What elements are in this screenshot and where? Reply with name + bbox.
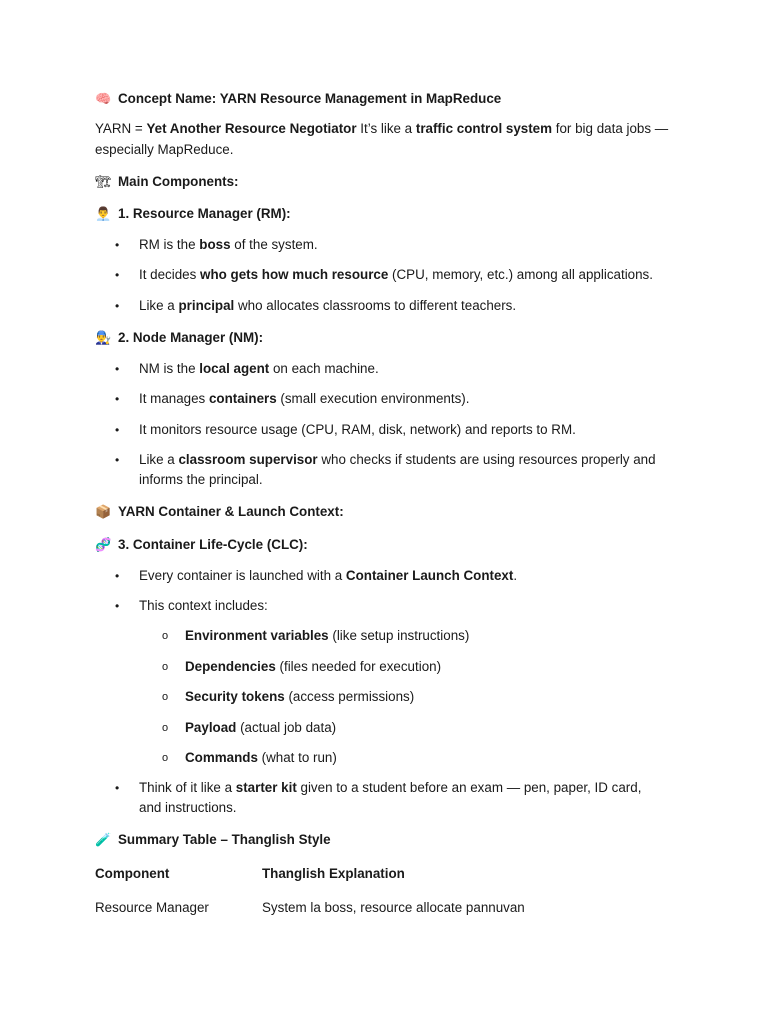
container-heading-text: YARN Container & Launch Context:: [118, 504, 344, 519]
nm-bullet-1: NM is the local agent on each machine.: [139, 361, 379, 376]
clc-bullet-1: Every container is launched with a Container Launch Context.: [139, 568, 518, 583]
construction-icon: 🏗: [95, 175, 112, 190]
clc-heading: [95, 535, 308, 556]
clc-heading-text: 3. Container Life-Cycle (CLC):: [118, 537, 308, 552]
bullet-dot: •: [115, 238, 120, 252]
summary-heading: [95, 830, 331, 851]
clc-sub-item: Payload (actual job data): [185, 720, 337, 735]
table-cell: Resource Manager: [95, 900, 209, 915]
bullet-dot: •: [115, 781, 120, 795]
rm-bullet-1: RM is the boss of the system.: [139, 237, 318, 252]
sub-bullet-dot: o: [162, 661, 169, 673]
intro-line-2: especially MapReduce.: [95, 142, 234, 157]
clc-sub-item: Commands (what to run): [185, 750, 337, 765]
nm-heading-text: 2. Node Manager (NM):: [118, 330, 264, 345]
test-tube-icon: 🧪: [95, 833, 112, 848]
bullet-dot: •: [115, 453, 120, 467]
rm-heading: [95, 204, 291, 225]
table-cell: System la boss, resource allocate pannuvan: [262, 900, 525, 915]
clc-bullet-3: Think of it like a starter kit given to a student before an exam — pen, paper, ID card,: [139, 780, 642, 795]
clc-bullet-3-line-2: and instructions.: [139, 800, 237, 815]
intro-bold: traffic control system: [415, 121, 553, 136]
nm-bullet-4-line-2: informs the principal.: [139, 472, 263, 487]
bullet-dot: •: [115, 569, 120, 583]
bullet-dot: •: [115, 362, 120, 376]
nm-bullet-2: It manages containers (small execution environments).: [139, 391, 470, 406]
sub-bullet-dot: o: [162, 752, 169, 764]
manager-icon: 👨‍💼: [95, 207, 112, 222]
rm-bullet-3: Like a principal who allocates classrooms to different teachers.: [139, 298, 517, 313]
main-components-heading: [95, 172, 239, 193]
concept-title-text: Concept Name: YARN Resource Management in MapReduce: [118, 91, 502, 106]
clc-sub-item: Environment variables (like setup instructions): [185, 628, 470, 643]
concept-title: [95, 89, 501, 110]
table-header-component: Component: [95, 866, 170, 881]
nm-heading: [95, 328, 263, 349]
package-icon: 📦: [95, 505, 112, 520]
clc-bullet-2: This context includes:: [139, 598, 268, 613]
intro-bold: Yet Another Resource Negotiator: [146, 121, 357, 136]
rm-bullet-2: It decides who gets how much resource (CPU, memory, etc.) among all applications.: [139, 267, 653, 282]
rm-heading-text: 1. Resource Manager (RM):: [118, 206, 291, 221]
main-components-text: Main Components:: [118, 174, 239, 189]
container-heading: [95, 502, 344, 523]
worker-icon: 👨‍🔧: [95, 331, 112, 346]
intro-text: for big data jobs —: [552, 121, 669, 136]
sub-bullet-dot: o: [162, 630, 169, 642]
summary-heading-text: Summary Table – Thanglish Style: [118, 832, 331, 847]
bullet-dot: •: [115, 299, 120, 313]
bullet-dot: •: [115, 599, 120, 613]
bullet-dot: •: [115, 392, 120, 406]
clc-sub-item: Dependencies (files needed for execution): [185, 659, 442, 674]
sub-bullet-dot: o: [162, 691, 169, 703]
dna-icon: 🧬: [95, 538, 112, 553]
nm-bullet-4: Like a classroom supervisor who checks if students are using resources properly and: [139, 452, 656, 467]
intro-text: It’s like a: [356, 121, 416, 136]
bullet-dot: •: [115, 268, 120, 282]
intro-line-1: [95, 119, 668, 139]
nm-bullet-3: It monitors resource usage (CPU, RAM, disk, network) and reports to RM.: [139, 422, 576, 437]
bullet-dot: •: [115, 423, 120, 437]
intro-text: YARN =: [95, 121, 147, 136]
brain-icon: 🧠: [95, 92, 112, 107]
sub-bullet-dot: o: [162, 722, 169, 734]
clc-sub-item: Security tokens (access permissions): [185, 689, 415, 704]
table-header-explanation: Thanglish Explanation: [262, 866, 405, 881]
